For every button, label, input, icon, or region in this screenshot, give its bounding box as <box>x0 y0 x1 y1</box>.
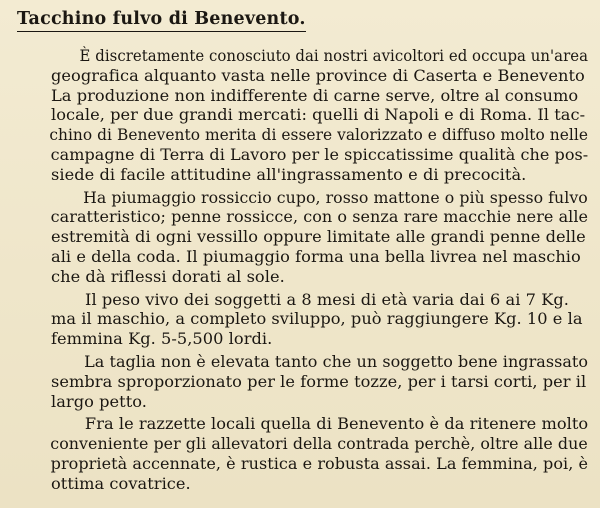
text-line: Fra le razzette locali quella di Benevento è da ritenere molto <box>84 414 589 434</box>
paragraph-3 <box>17 290 588 349</box>
text-line: chino di Benevento merita di essere valorizzato e diffuso molto nelle <box>49 125 589 145</box>
text-line: La taglia non è elevata tanto che un soggetto bene ingrassato <box>84 351 589 371</box>
text-line: caratteristico; penne rossicce, con o senza rare macchie nere alle <box>50 207 589 227</box>
text-line: ma il maschio, a completo sviluppo, può raggiungere Kg. 10 e la <box>51 309 583 329</box>
text-line: Ha piumaggio rossiccio cupo, rosso mattone o più spesso fulvo <box>83 187 588 207</box>
text-line: che dà riflessi dorati al sole. <box>51 266 285 286</box>
text-line: estremità di ogni vessillo oppure limitate alle grandi penne delle <box>51 227 586 247</box>
text-line: siede di facile attitudine all'ingrassamento e di precocità. <box>51 164 527 184</box>
paragraph-5 <box>17 414 588 493</box>
text-line: È discretamente conosciuto dai nostri avicoltori ed occupa un'area <box>79 46 589 65</box>
paragraph-2 <box>17 188 588 287</box>
text-line: conveniente per gli allevatori della contrada perchè, oltre alle due <box>50 434 588 454</box>
text-line: Il peso vivo dei soggetti a 8 mesi di età varia dai 6 ai 7 Kg. <box>85 289 569 309</box>
text-line: proprietà accennate, è rustica e robusta assai. La femmina, poi, è <box>50 453 589 473</box>
section-title: Tacchino fulvo di Benevento. <box>17 7 306 32</box>
text-line: ottima covatrice. <box>51 473 191 493</box>
text-line: geografica alquanto vasta nelle province di Caserta e Benevento <box>51 65 585 85</box>
text-line: La produzione non indifferente di carne serve, oltre al consumo <box>51 85 579 105</box>
paragraph-1 <box>17 46 588 185</box>
text-line: largo petto. <box>51 391 147 411</box>
text-line: locale, per due grandi mercati: quelli di Napoli e di Roma. Il tac- <box>51 105 586 125</box>
text-line: campagne di Terra di Lavoro per le spiccatissime qualità che pos- <box>50 144 589 164</box>
text-line: ali e della coda. Il piumaggio forma una bella livrea nel maschio <box>51 246 581 266</box>
paragraph-4 <box>17 352 588 411</box>
text-line: femmina Kg. 5-5,500 lordi. <box>51 329 273 349</box>
text-line: sembra sproporzionato per le forme tozze, per i tarsi corti, per il <box>51 371 587 391</box>
